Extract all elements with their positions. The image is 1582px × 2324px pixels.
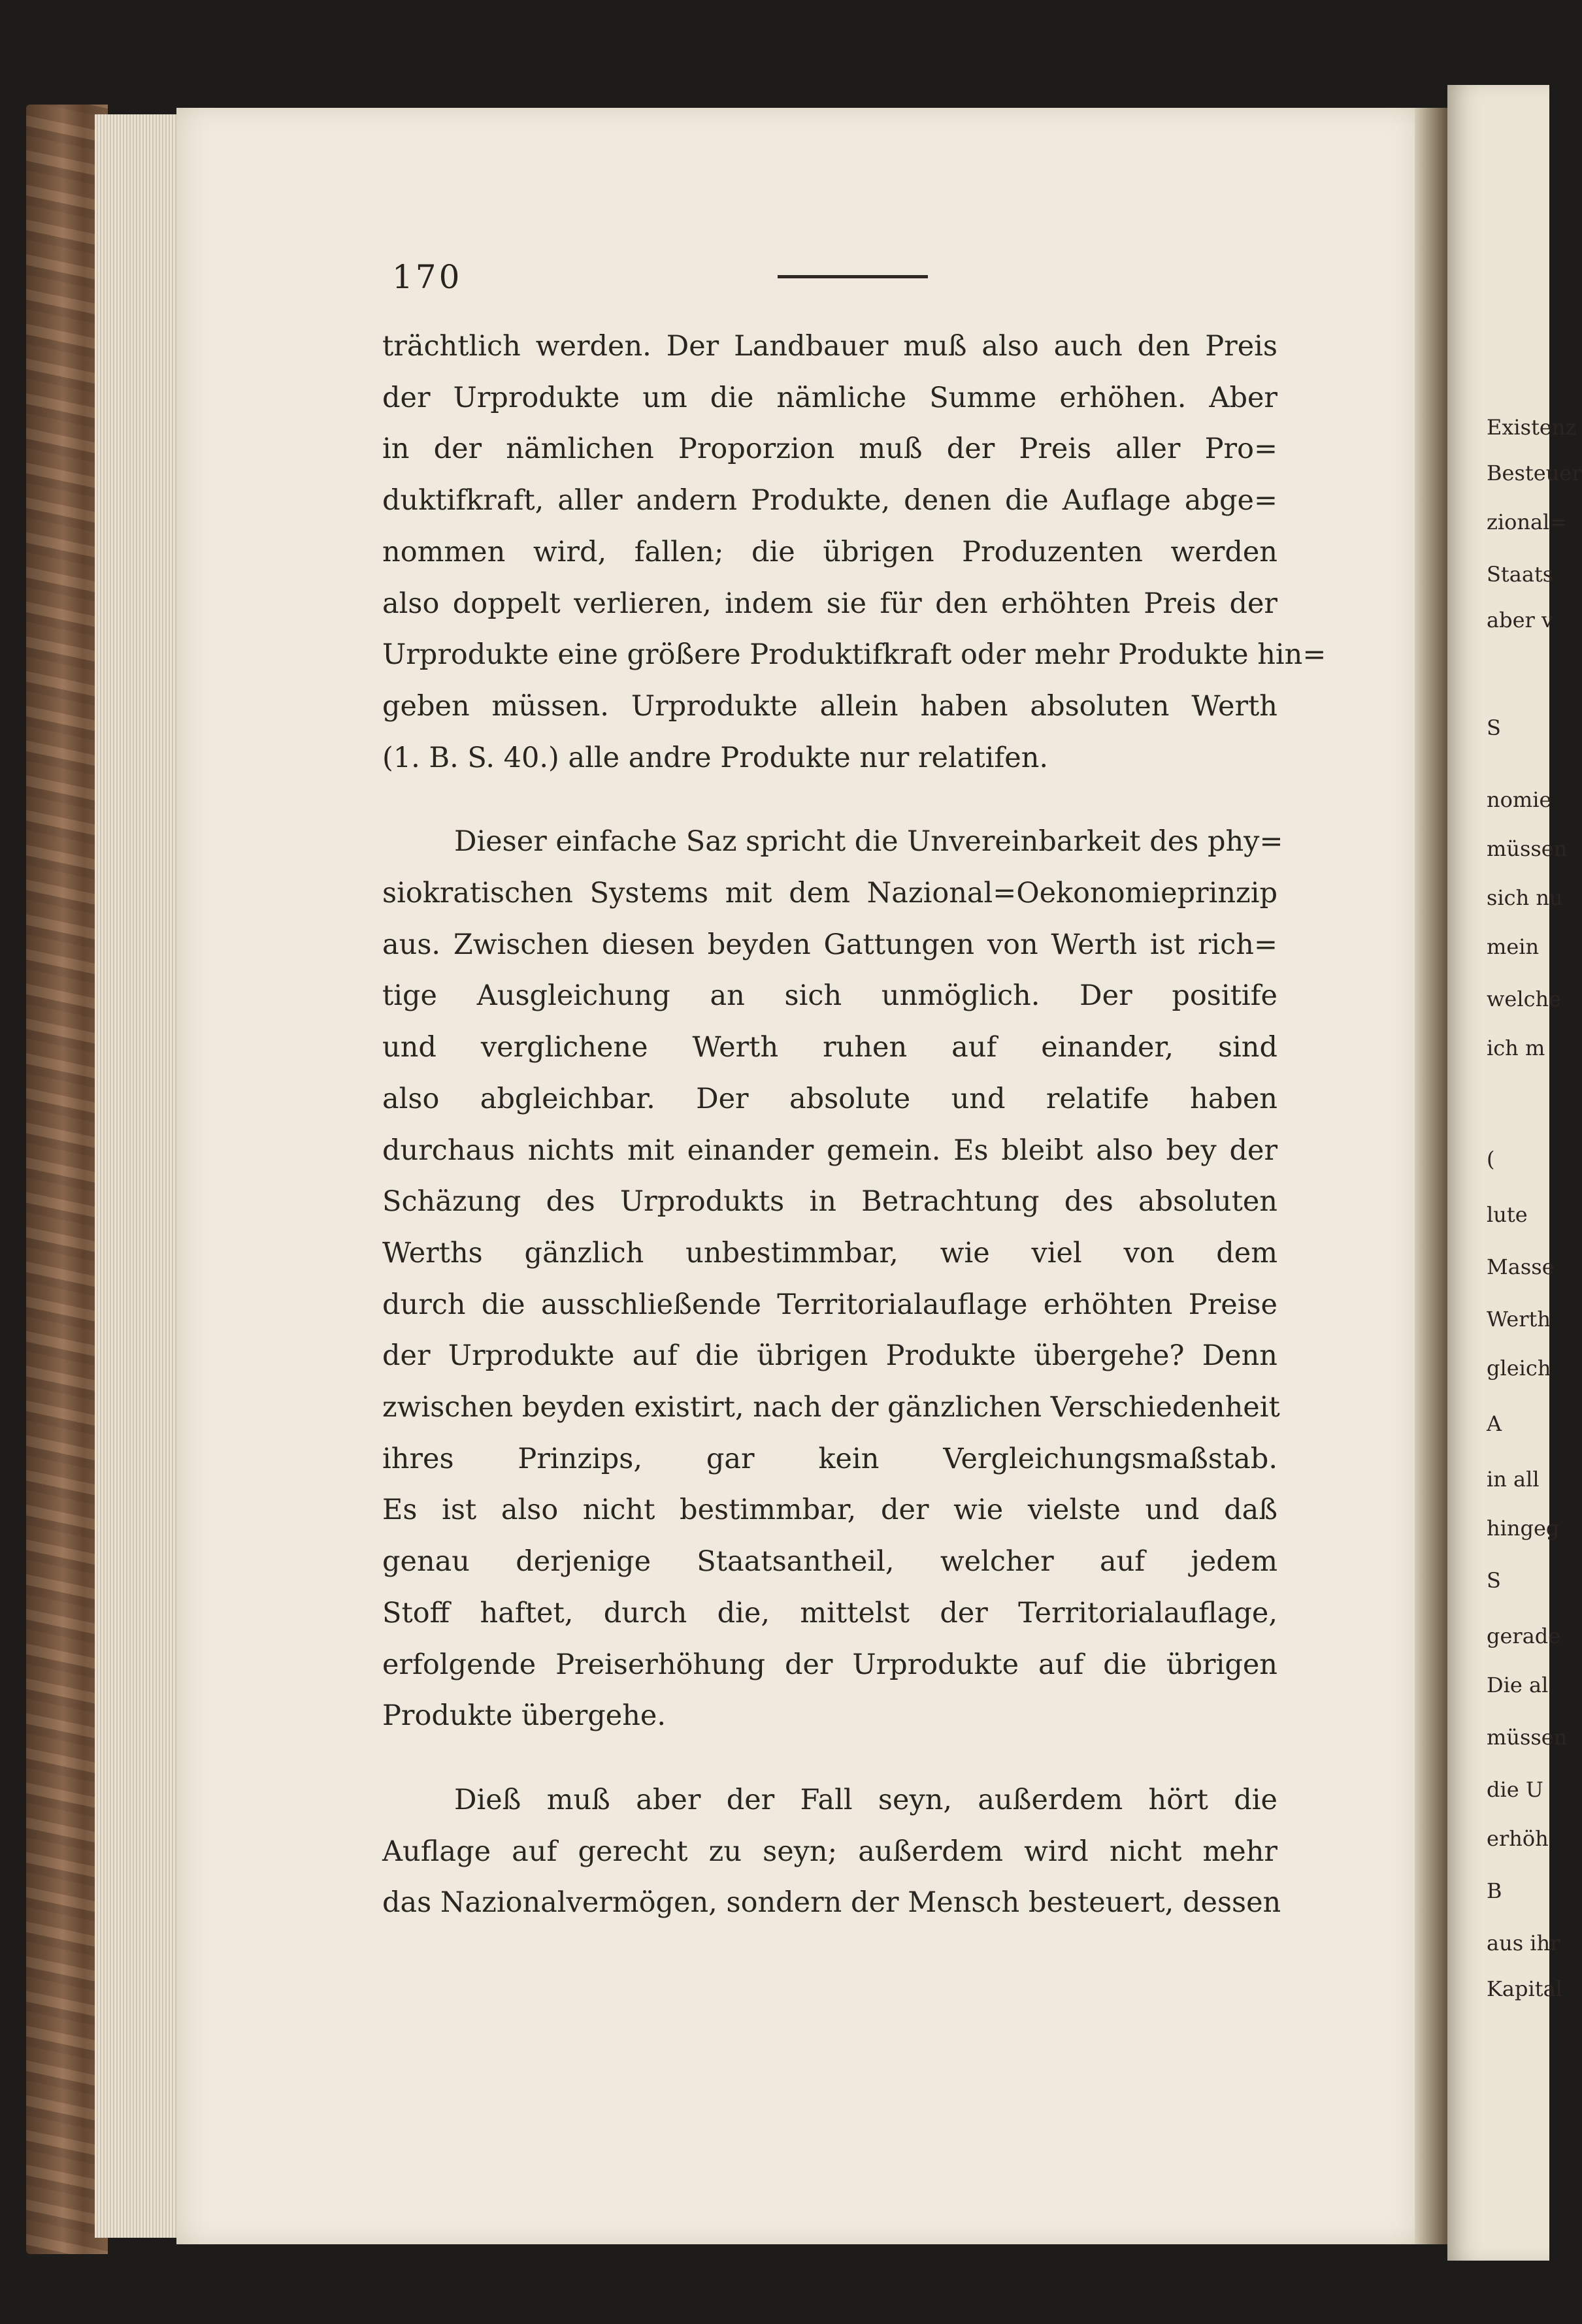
text-line: Stoff haftet, durch die, mittelst der Territorialauflage, bbox=[382, 1596, 1277, 1629]
facing-fragment: ( bbox=[1487, 1147, 1495, 1171]
text-line: duktifkraft, aller andern Produkte, denen die Auflage abge= bbox=[382, 484, 1277, 517]
facing-fragment: hingeg bbox=[1487, 1516, 1560, 1541]
facing-fragment: S bbox=[1487, 1568, 1501, 1593]
facing-fragment: S bbox=[1487, 715, 1501, 740]
text-line: und verglichene Werth ruhen auf einander, sind bbox=[382, 1031, 1277, 1064]
text-line: Dieser einfache Saz spricht die Unvereinbarkeit des phy= bbox=[454, 825, 1283, 859]
facing-fragment: mein bbox=[1487, 934, 1540, 959]
text-line: siokratischen Systems mit dem Nazional=Oekonomieprinzip bbox=[382, 877, 1277, 909]
page-number: 170 bbox=[392, 258, 463, 296]
text-line: der Urprodukte auf die übrigen Produkte übergehe? Denn bbox=[382, 1339, 1277, 1373]
text-line: Urprodukte eine größere Produktifkraft oder mehr Produkte hin= bbox=[382, 638, 1327, 672]
facing-fragment: aber v bbox=[1487, 608, 1554, 632]
facing-fragment: Masse bbox=[1487, 1254, 1555, 1279]
text-line: ihres Prinzips, gar kein Vergleichungsmaßstab. bbox=[382, 1442, 1277, 1475]
text-line: Dieß muß aber der Fall seyn, außerdem hört die bbox=[454, 1783, 1277, 1816]
facing-fragment: lute bbox=[1487, 1202, 1528, 1227]
facing-fragment: nomie bbox=[1487, 787, 1552, 812]
facing-fragment: welche bbox=[1487, 987, 1562, 1011]
facing-fragment: müssen bbox=[1487, 1725, 1568, 1750]
text-line: erfolgende Preiserhöhung der Urprodukte auf die übrigen bbox=[382, 1648, 1277, 1681]
text-line: geben müssen. Urprodukte allein haben absoluten Werth bbox=[382, 689, 1277, 723]
text-line: also abgleichbar. Der absolute und relatife haben bbox=[382, 1082, 1277, 1115]
facing-fragment: Kapital bbox=[1487, 1976, 1562, 2001]
facing-fragment: gerade bbox=[1487, 1624, 1561, 1648]
facing-fragment: Werth bbox=[1487, 1307, 1551, 1332]
text-line: zwischen beyden existirt, nach der gänzlichen Verschiedenheit bbox=[382, 1391, 1280, 1424]
page-header bbox=[392, 258, 1281, 297]
text-line: tige Ausgleichung an sich unmöglich. Der positife bbox=[382, 979, 1277, 1013]
facing-fragment: erhöh bbox=[1487, 1826, 1549, 1851]
text-line: Auflage auf gerecht zu seyn; außerdem wird nicht mehr bbox=[382, 1835, 1277, 1868]
header-rule bbox=[778, 275, 928, 278]
facing-fragment: in all bbox=[1487, 1467, 1540, 1492]
facing-fragment: Besteuer bbox=[1487, 461, 1582, 485]
facing-fragment: Die al bbox=[1487, 1673, 1549, 1697]
text-line: in der nämlichen Proporzion muß der Preis aller Pro= bbox=[382, 433, 1277, 466]
text-line: durchaus nichts mit einander gemein. Es bleibt also bey der bbox=[382, 1134, 1277, 1167]
facing-fragment: Staats bbox=[1487, 562, 1554, 587]
facing-fragment: ich m bbox=[1487, 1036, 1545, 1060]
facing-fragment: gleich bbox=[1487, 1356, 1551, 1381]
left-page bbox=[176, 108, 1438, 2244]
text-line: der Urprodukte um die nämliche Summe erhöhen. Aber bbox=[382, 381, 1277, 414]
facing-page bbox=[1447, 85, 1582, 2261]
text-line: Es ist also nicht bestimmbar, der wie vielste und daß bbox=[382, 1494, 1277, 1527]
facing-fragment: sich nu bbox=[1487, 885, 1563, 910]
facing-fragment: Existenz bbox=[1487, 415, 1577, 440]
text-line: Schäzung des Urprodukts in Betrachtung des absoluten bbox=[382, 1185, 1277, 1219]
text-line: durch die ausschließende Territorialauflage erhöhten Preise bbox=[382, 1288, 1277, 1321]
facing-fragment: A bbox=[1487, 1411, 1502, 1436]
facing-fragment: zional= bbox=[1487, 510, 1568, 534]
facing-fragment: B bbox=[1487, 1878, 1502, 1903]
text-line: Werths gänzlich unbestimmbar, wie viel von dem bbox=[382, 1236, 1277, 1269]
text-line: (1. B. S. 40.) alle andre Produkte nur relatifen. bbox=[382, 741, 1049, 774]
text-line: nommen wird, fallen; die übrigen Produzenten werden bbox=[382, 535, 1277, 568]
text-line: Produkte übergehe. bbox=[382, 1699, 667, 1733]
text-line: das Nazionalvermögen, sondern der Mensch besteuert, dessen bbox=[382, 1886, 1281, 1920]
text-line: trächtlich werden. Der Landbauer muß also auch den Preis bbox=[382, 330, 1277, 363]
facing-fragment: aus ihr bbox=[1487, 1931, 1560, 1956]
text-line: aus. Zwischen diesen beyden Gattungen von Werth ist rich= bbox=[382, 928, 1277, 961]
facing-fragment: müssen bbox=[1487, 836, 1568, 861]
text-line: also doppelt verlieren, indem sie für den erhöhten Preis der bbox=[382, 587, 1277, 620]
facing-fragment: die U bbox=[1487, 1777, 1543, 1802]
text-line: genau derjenige Staatsantheil, welcher auf jedem bbox=[382, 1545, 1277, 1579]
